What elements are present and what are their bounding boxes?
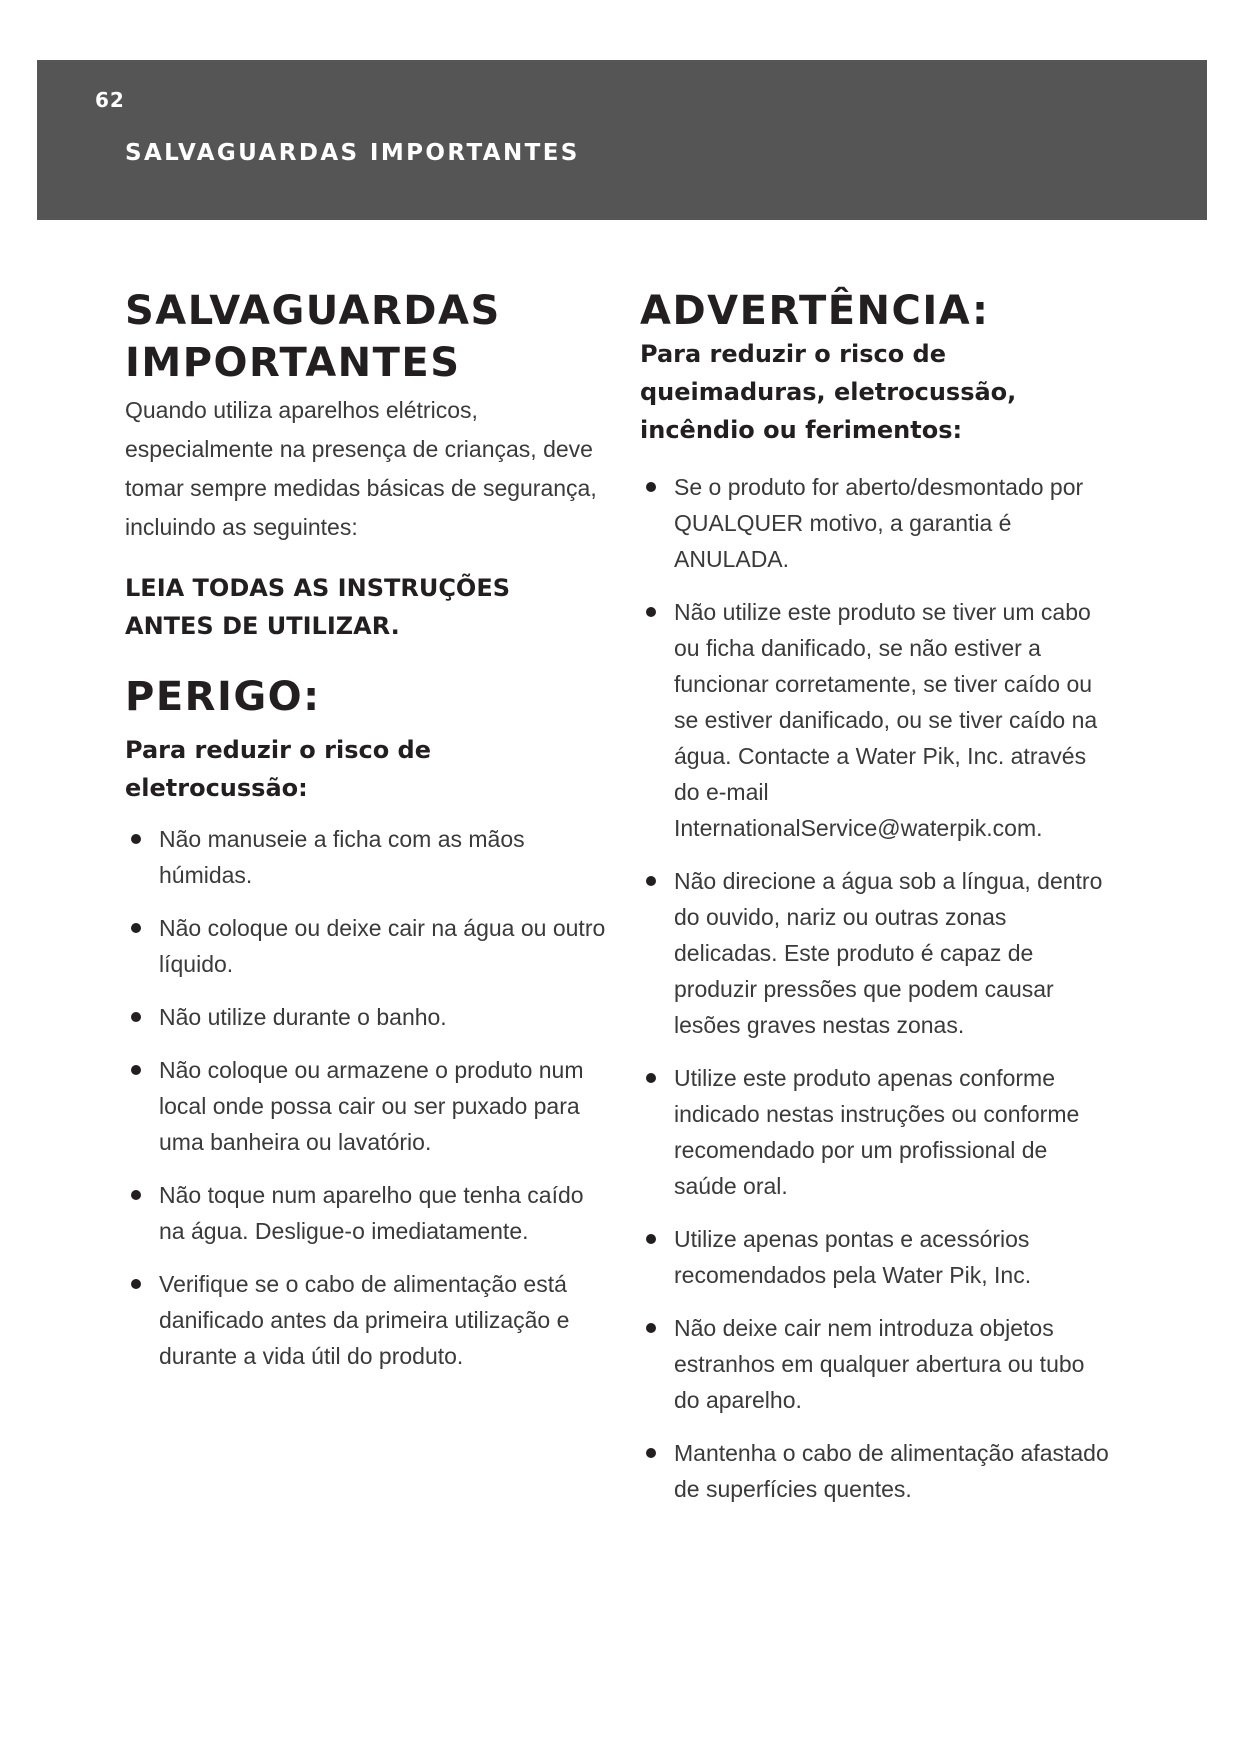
warning-list	[640, 469, 1110, 1507]
danger-subtitle	[125, 731, 615, 807]
danger-sub-line1: Para reduzir o risco de	[125, 736, 432, 764]
bullet-icon	[131, 1012, 141, 1022]
left-column	[125, 285, 615, 1391]
bullet-icon	[646, 1323, 656, 1333]
warning-sub-line1: Para reduzir o risco de	[640, 340, 947, 368]
list-item: Não utilize este produto se tiver um cabo ou ficha danificado, se não estiver a funcionar corretamente, se tiver caído ou se estiver danificado, ou se tiver caído na água. Contacte a Water Pik, Inc. através do e-mail InternationalService@waterpik.com.	[640, 594, 1110, 846]
bullet-icon	[131, 1065, 141, 1075]
danger-title: PERIGO:	[125, 674, 321, 720]
read-all-instructions	[125, 569, 615, 645]
warning-sub-line2: queimaduras, eletrocussão,	[640, 378, 1017, 406]
read-all-line1: LEIA TODAS AS INSTRUÇÕES	[125, 574, 511, 602]
bullet-icon	[646, 1448, 656, 1458]
warning-title: ADVERTÊNCIA:	[640, 288, 990, 334]
bullet-icon	[646, 1073, 656, 1083]
warning-subtitle	[640, 335, 1110, 449]
list-item: Não utilize durante o banho.	[125, 999, 615, 1035]
intro-paragraph: Quando utiliza aparelhos elétricos, especialmente na presença de crianças, deve tomar sempre medidas básicas de segurança, incluindo as seguintes:	[125, 397, 597, 540]
list-item: Verifique se o cabo de alimentação está danificado antes da primeira utilização e durante a vida útil do produto.	[125, 1266, 615, 1374]
danger-list	[125, 821, 615, 1374]
right-column	[640, 285, 1110, 1524]
running-title: SALVAGUARDAS IMPORTANTES	[125, 140, 580, 166]
header-band	[37, 60, 1207, 220]
bullet-icon	[131, 1279, 141, 1289]
bullet-icon	[131, 923, 141, 933]
list-item: Utilize apenas pontas e acessórios recomendados pela Water Pik, Inc.	[640, 1221, 1110, 1293]
warning-sub-line3: incêndio ou ferimentos:	[640, 416, 963, 444]
bullet-icon	[131, 834, 141, 844]
bullet-icon	[646, 607, 656, 617]
list-item: Não manuseie a ficha com as mãos húmidas.	[125, 821, 615, 893]
list-item: Não coloque ou armazene o produto num local onde possa cair ou ser puxado para uma banheira ou lavatório.	[125, 1052, 615, 1160]
list-item: Não direcione a água sob a língua, dentro do ouvido, nariz ou outras zonas delicadas. Este produto é capaz de produzir pressões que podem causar lesões graves nestas zonas.	[640, 863, 1110, 1043]
read-all-line2: ANTES DE UTILIZAR.	[125, 612, 400, 640]
list-item: Se o produto for aberto/desmontado por QUALQUER motivo, a garantia é ANULADA.	[640, 469, 1110, 577]
list-item: Utilize este produto apenas conforme indicado nestas instruções ou conforme recomendado por um profissional de saúde oral.	[640, 1060, 1110, 1204]
danger-sub-line2: eletrocussão:	[125, 774, 308, 802]
list-item: Não toque num aparelho que tenha caído na água. Desligue-o imediatamente.	[125, 1177, 615, 1249]
bullet-icon	[646, 876, 656, 886]
bullet-icon	[131, 1190, 141, 1200]
list-item: Mantenha o cabo de alimentação afastado de superfícies quentes.	[640, 1435, 1110, 1507]
safeguards-title-line1: SALVAGUARDAS	[125, 288, 501, 334]
bullet-icon	[646, 482, 656, 492]
bullet-icon	[646, 1234, 656, 1244]
safeguards-title-line2: IMPORTANTES	[125, 340, 461, 386]
page-number: 62	[95, 88, 125, 112]
safeguards-title	[125, 285, 615, 389]
list-item: Não coloque ou deixe cair na água ou outro líquido.	[125, 910, 615, 982]
list-item: Não deixe cair nem introduza objetos estranhos em qualquer abertura ou tubo do aparelho.	[640, 1310, 1110, 1418]
